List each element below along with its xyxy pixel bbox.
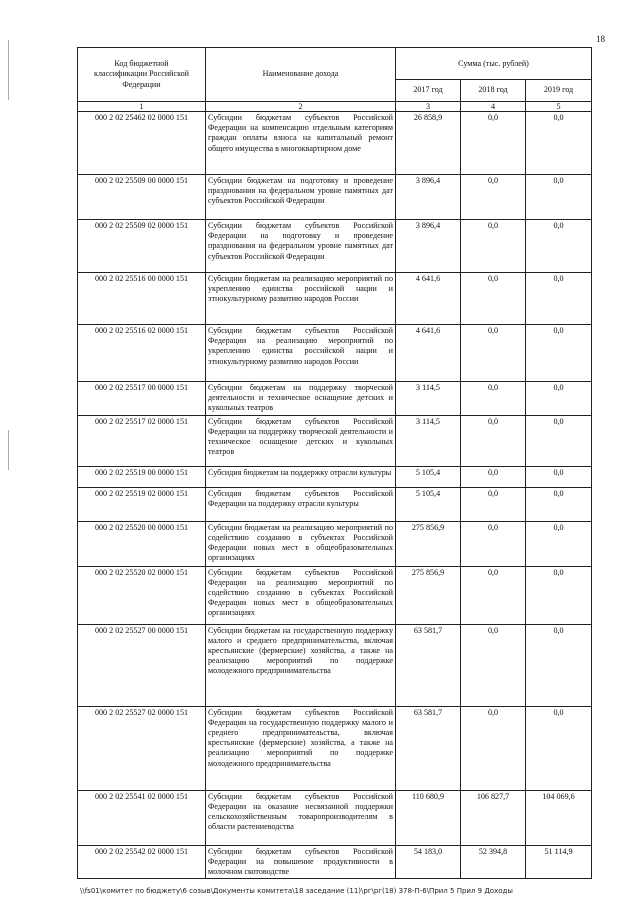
income-name-cell: Субсидии бюджетам субъектов Российской Федерации на компенсацию отдельным категориям граждан оплаты взноса на капитальный ремонт общего имущества в многоквартирном доме <box>206 112 396 175</box>
income-name-cell: Субсидии бюджетам субъектов Российской Федерации на поддержку творческой деятельности и техническое оснащение детских и кукольных театров <box>206 415 396 466</box>
budget-code-cell: 000 2 02 25519 02 0000 151 <box>78 487 206 521</box>
amount-2017-cell: 3 896,4 <box>396 220 461 273</box>
amount-2019-cell: 0,0 <box>526 220 592 273</box>
table-row <box>78 487 592 521</box>
amount-2018-cell: 0,0 <box>461 487 526 521</box>
budget-code-cell: 000 2 02 25516 02 0000 151 <box>78 325 206 382</box>
amount-2017-cell: 63 581,7 <box>396 624 461 706</box>
amount-2018-cell: 0,0 <box>461 521 526 566</box>
budget-code-cell: 000 2 02 25516 00 0000 151 <box>78 273 206 325</box>
amount-2017-cell: 63 581,7 <box>396 706 461 790</box>
amount-2017-cell: 3 114,5 <box>396 382 461 416</box>
amount-2019-cell: 0,0 <box>526 415 592 466</box>
amount-2017-cell: 4 641,6 <box>396 325 461 382</box>
budget-code-cell: 000 2 02 25462 02 0000 151 <box>78 112 206 175</box>
amount-2017-cell: 26 858,9 <box>396 112 461 175</box>
budget-code-cell: 000 2 02 25527 02 0000 151 <box>78 706 206 790</box>
budget-code-cell: 000 2 02 25519 00 0000 151 <box>78 466 206 487</box>
header-year: 2018 год <box>461 80 526 102</box>
budget-code-cell: 000 2 02 25509 02 0000 151 <box>78 220 206 273</box>
income-name-cell: Субсидии бюджетам на поддержку творческой деятельности и техническое оснащение детских и кукольных театров <box>206 382 396 416</box>
column-number: 5 <box>526 102 592 112</box>
budget-code-cell: 000 2 02 25527 00 0000 151 <box>78 624 206 706</box>
amount-2019-cell: 0,0 <box>526 175 592 220</box>
amount-2019-cell: 104 069,6 <box>526 790 592 845</box>
table-row <box>78 624 592 706</box>
amount-2019-cell: 0,0 <box>526 706 592 790</box>
amount-2018-cell: 52 394,8 <box>461 845 526 879</box>
income-name-cell: Субсидии бюджетам на реализацию мероприятий по содействию созданию в субъектах Российской Федерации новых мест в общеобразовательных организациях <box>206 521 396 566</box>
column-number: 1 <box>78 102 206 112</box>
amount-2018-cell: 0,0 <box>461 415 526 466</box>
table-row <box>78 845 592 879</box>
table-row <box>78 521 592 566</box>
amount-2017-cell: 3 896,4 <box>396 175 461 220</box>
income-name-cell: Субсидии бюджетам на реализацию мероприятий по укреплению единства российской нации и этнокультурному развитию народов России <box>206 273 396 325</box>
income-name-cell: Субсидии бюджетам субъектов Российской Федерации на повышение продуктивности в молочном скотоводстве <box>206 845 396 879</box>
income-name-cell: Субсидии бюджетам субъектов Российской Федерации на оказание несвязанной поддержки сельскохозяйственным товаропроизводителям в области растениеводства <box>206 790 396 845</box>
amount-2017-cell: 110 680,9 <box>396 790 461 845</box>
amount-2019-cell: 0,0 <box>526 521 592 566</box>
amount-2019-cell: 0,0 <box>526 325 592 382</box>
table-row <box>78 273 592 325</box>
table-body <box>78 112 592 879</box>
table-row <box>78 790 592 845</box>
amount-2018-cell: 106 827,7 <box>461 790 526 845</box>
amount-2018-cell: 0,0 <box>461 624 526 706</box>
margin-line <box>8 430 9 470</box>
column-number: 3 <box>396 102 461 112</box>
amount-2018-cell: 0,0 <box>461 382 526 416</box>
column-number: 2 <box>206 102 396 112</box>
budget-code-cell: 000 2 02 25509 00 0000 151 <box>78 175 206 220</box>
income-name-cell: Субсидии бюджетам на государственную поддержку малого и среднего предпринимательства, включая крестьянские (фермерские) хозяйства, а также на реализацию мероприятий по поддержке молодежного предпринимательства <box>206 624 396 706</box>
budget-code-cell: 000 2 02 25541 02 0000 151 <box>78 790 206 845</box>
amount-2019-cell: 0,0 <box>526 112 592 175</box>
header-code: Код бюджетной классификации Российской Федерации <box>78 48 206 102</box>
budget-code-cell: 000 2 02 25517 02 0000 151 <box>78 415 206 466</box>
table-row <box>78 415 592 466</box>
income-name-cell: Субсидии бюджетам субъектов Российской Федерации на государственную поддержку малого и среднего предпринимательства, включая крестьянские (фермерские) хозяйства, а также на реализацию мероприятий по поддержке молодежного предпринимательства <box>206 706 396 790</box>
table-row <box>78 706 592 790</box>
header-year: 2017 год <box>396 80 461 102</box>
amount-2019-cell: 51 114,9 <box>526 845 592 879</box>
amount-2019-cell: 0,0 <box>526 382 592 416</box>
header-sum: Сумма (тыс. рублей) <box>396 48 592 80</box>
table-row <box>78 382 592 416</box>
margin-line <box>8 40 9 100</box>
budget-code-cell: 000 2 02 25520 02 0000 151 <box>78 566 206 624</box>
amount-2018-cell: 0,0 <box>461 112 526 175</box>
amount-2017-cell: 275 856,9 <box>396 521 461 566</box>
income-name-cell: Субсидия бюджетам субъектов Российской Федерации на поддержку отрасли культуры <box>206 487 396 521</box>
amount-2018-cell: 0,0 <box>461 706 526 790</box>
table-row <box>78 466 592 487</box>
income-name-cell: Субсидии бюджетам субъектов Российской Федерации на реализацию мероприятий по укреплению единства российской нации и этнокультурному развитию народов России <box>206 325 396 382</box>
income-name-cell: Субсидия бюджетам на поддержку отрасли культуры <box>206 466 396 487</box>
table-row <box>78 325 592 382</box>
table-row <box>78 175 592 220</box>
amount-2017-cell: 5 105,4 <box>396 466 461 487</box>
budget-code-cell: 000 2 02 25520 00 0000 151 <box>78 521 206 566</box>
amount-2018-cell: 0,0 <box>461 220 526 273</box>
header-name: Наименование дохода <box>206 48 396 102</box>
amount-2019-cell: 0,0 <box>526 273 592 325</box>
amount-2018-cell: 0,0 <box>461 466 526 487</box>
amount-2019-cell: 0,0 <box>526 566 592 624</box>
amount-2018-cell: 0,0 <box>461 273 526 325</box>
amount-2018-cell: 0,0 <box>461 175 526 220</box>
header-year: 2019 год <box>526 80 592 102</box>
budget-code-cell: 000 2 02 25517 00 0000 151 <box>78 382 206 416</box>
amount-2019-cell: 0,0 <box>526 487 592 521</box>
table-row <box>78 566 592 624</box>
footer-file-path: \\fs01\комитет по бюджету\6 созыв\Документы комитета\18 заседание (11)\рг\рг(18) 378-П-6\Прил 5 Прил 9 Доходы <box>80 887 513 895</box>
column-number: 4 <box>461 102 526 112</box>
amount-2017-cell: 275 856,9 <box>396 566 461 624</box>
table-row <box>78 112 592 175</box>
page-number: 18 <box>596 34 605 44</box>
table-row <box>78 220 592 273</box>
amount-2017-cell: 4 641,6 <box>396 273 461 325</box>
budget-code-cell: 000 2 02 25542 02 0000 151 <box>78 845 206 879</box>
amount-2017-cell: 5 105,4 <box>396 487 461 521</box>
amount-2019-cell: 0,0 <box>526 624 592 706</box>
income-name-cell: Субсидии бюджетам на подготовку и проведение празднования на федеральном уровне памятных дат субъектов Российской Федерации <box>206 175 396 220</box>
amount-2018-cell: 0,0 <box>461 325 526 382</box>
income-table <box>77 47 592 879</box>
amount-2018-cell: 0,0 <box>461 566 526 624</box>
income-name-cell: Субсидии бюджетам субъектов Российской Федерации на реализацию мероприятий по содействию созданию в субъектах Российской Федерации новых мест в общеобразовательных организациях <box>206 566 396 624</box>
income-name-cell: Субсидии бюджетам субъектов Российской Федерации на подготовку и проведение празднования на федеральном уровне памятных дат субъектов Российской Федерации <box>206 220 396 273</box>
amount-2017-cell: 54 183,0 <box>396 845 461 879</box>
amount-2019-cell: 0,0 <box>526 466 592 487</box>
amount-2017-cell: 3 114,5 <box>396 415 461 466</box>
